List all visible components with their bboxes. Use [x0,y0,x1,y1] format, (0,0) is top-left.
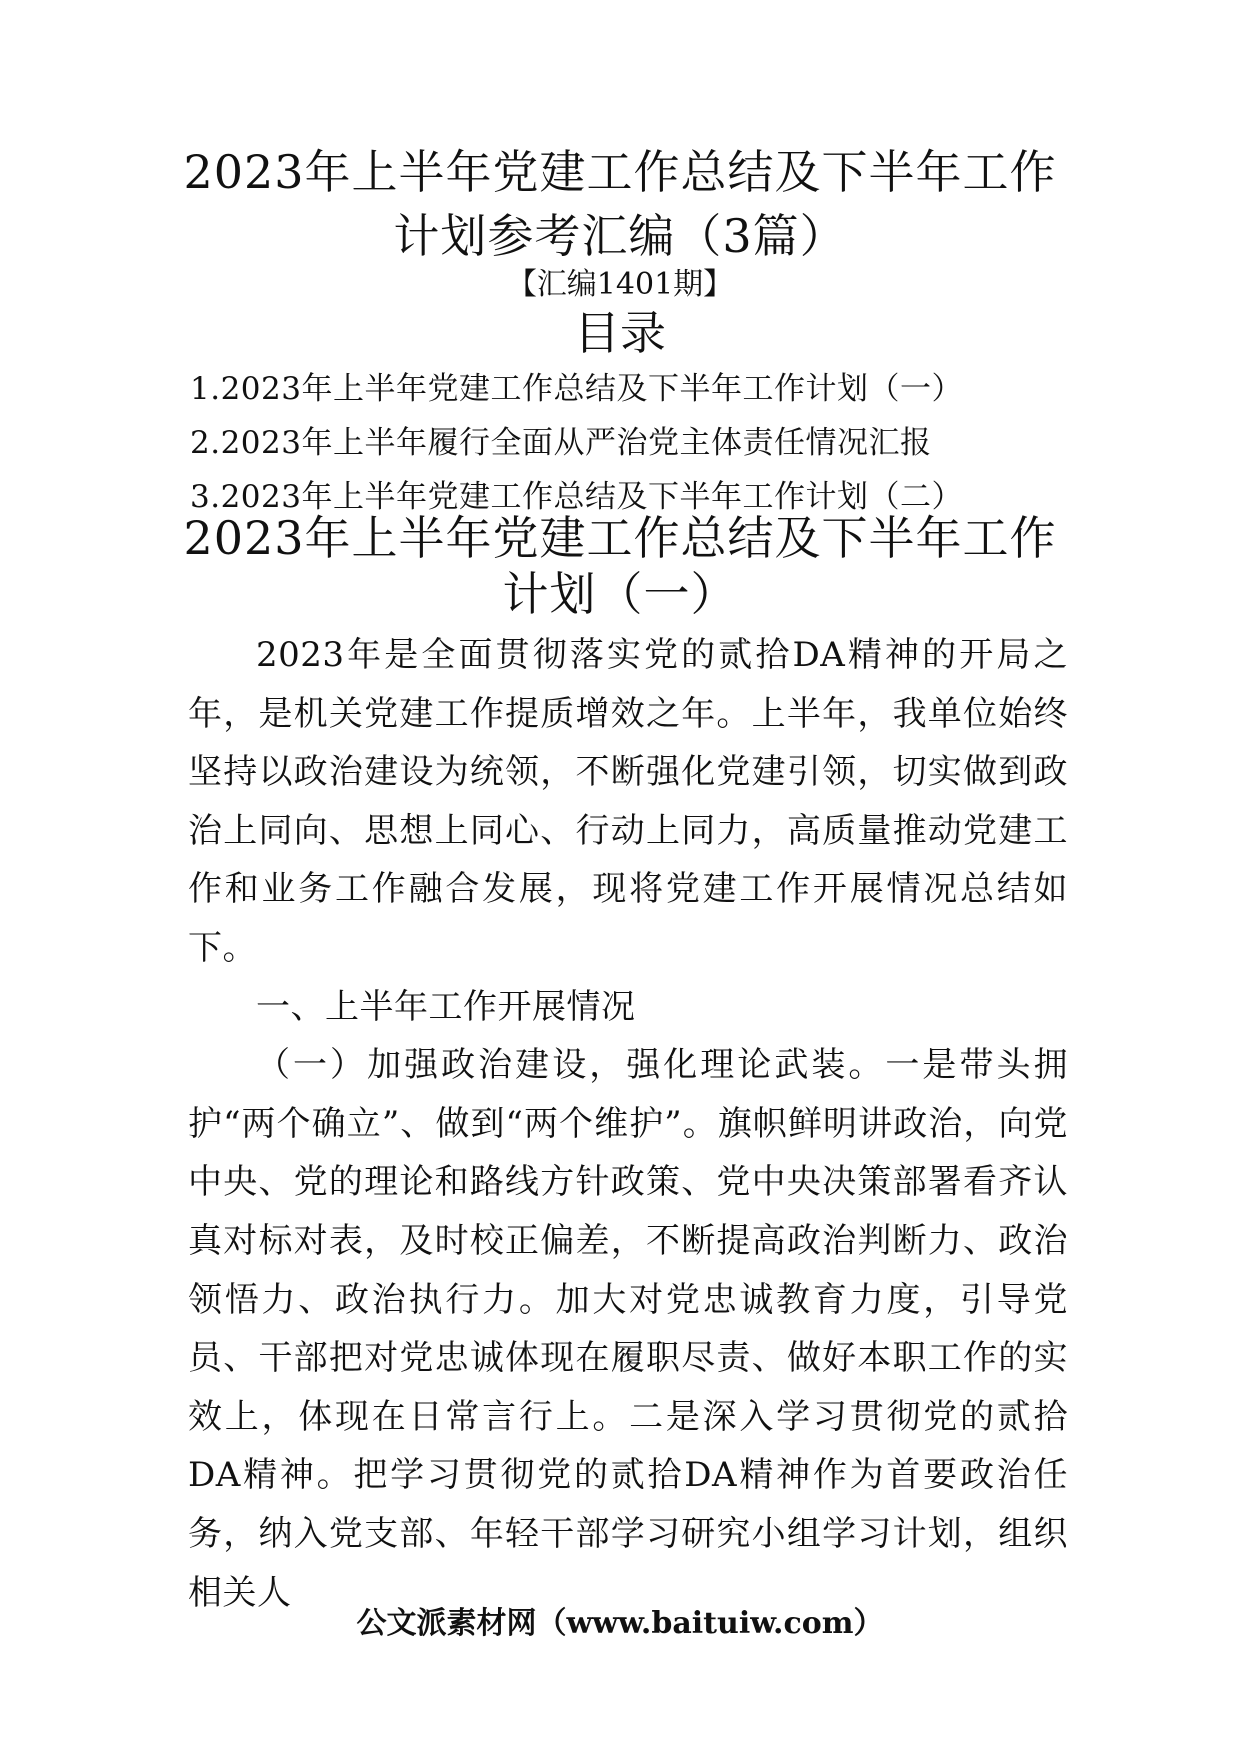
toc-item[interactable]: 2.2023年上半年履行全面从严治党主体责任情况汇报 [190,425,932,461]
section-title-line-2: 计划（一） [502,567,738,621]
document-title-line-1: 2023年上半年党建工作总结及下半年工作 [183,145,1057,199]
toc-item[interactable]: 1.2023年上半年党建工作总结及下半年工作计划（一） [190,371,963,407]
footer-source: 公文派素材网（www.baituiw.com） [356,1606,884,1641]
section-heading: 一、上半年工作开展情况 [256,986,636,1027]
section-title-line-1: 2023年上半年党建工作总结及下半年工作 [183,511,1057,565]
body-text [188,626,1068,1622]
issue-number: 【汇编1401期】 [506,267,734,302]
paragraph: （一）加强政治建设，强化理论武装。一是带头拥护“两个确立”、做到“两个维护”。旗帜鲜明讲政治，向党中央、党的理论和路线方针政策、党中央决策部署看齐认真对标对表，及时校正偏差，不断提高政治判断力、政治领悟力、政治执行力。加大对党忠诚教育力度，引导党员、干部把对党忠诚体现在履职尽责、做好本职工作的实效上，体现在日常言行上。二是深入学习贯彻党的贰拾DA精神。把学习贯彻党的贰拾DA精神作为首要政治任务，纳入党支部、年轻干部学习研究小组学习计划，组织相关人 [188,1045,1068,1613]
paragraph: 2023年是全面贯彻落实党的贰拾DA精神的开局之年，是机关党建工作提质增效之年。上半年，我单位始终坚持以政治建设为统领，不断强化党建引领，切实做到政治上同向、思想上同心、行动上同力，高质量推动党建工作和业务工作融合发展，现将党建工作开展情况总结如下。 [188,635,1068,968]
document-title-line-2: 计划参考汇编（3篇） [393,209,847,263]
toc-heading: 目录 [574,306,666,360]
toc-item[interactable]: 3.2023年上半年党建工作总结及下半年工作计划（二） [190,479,963,515]
